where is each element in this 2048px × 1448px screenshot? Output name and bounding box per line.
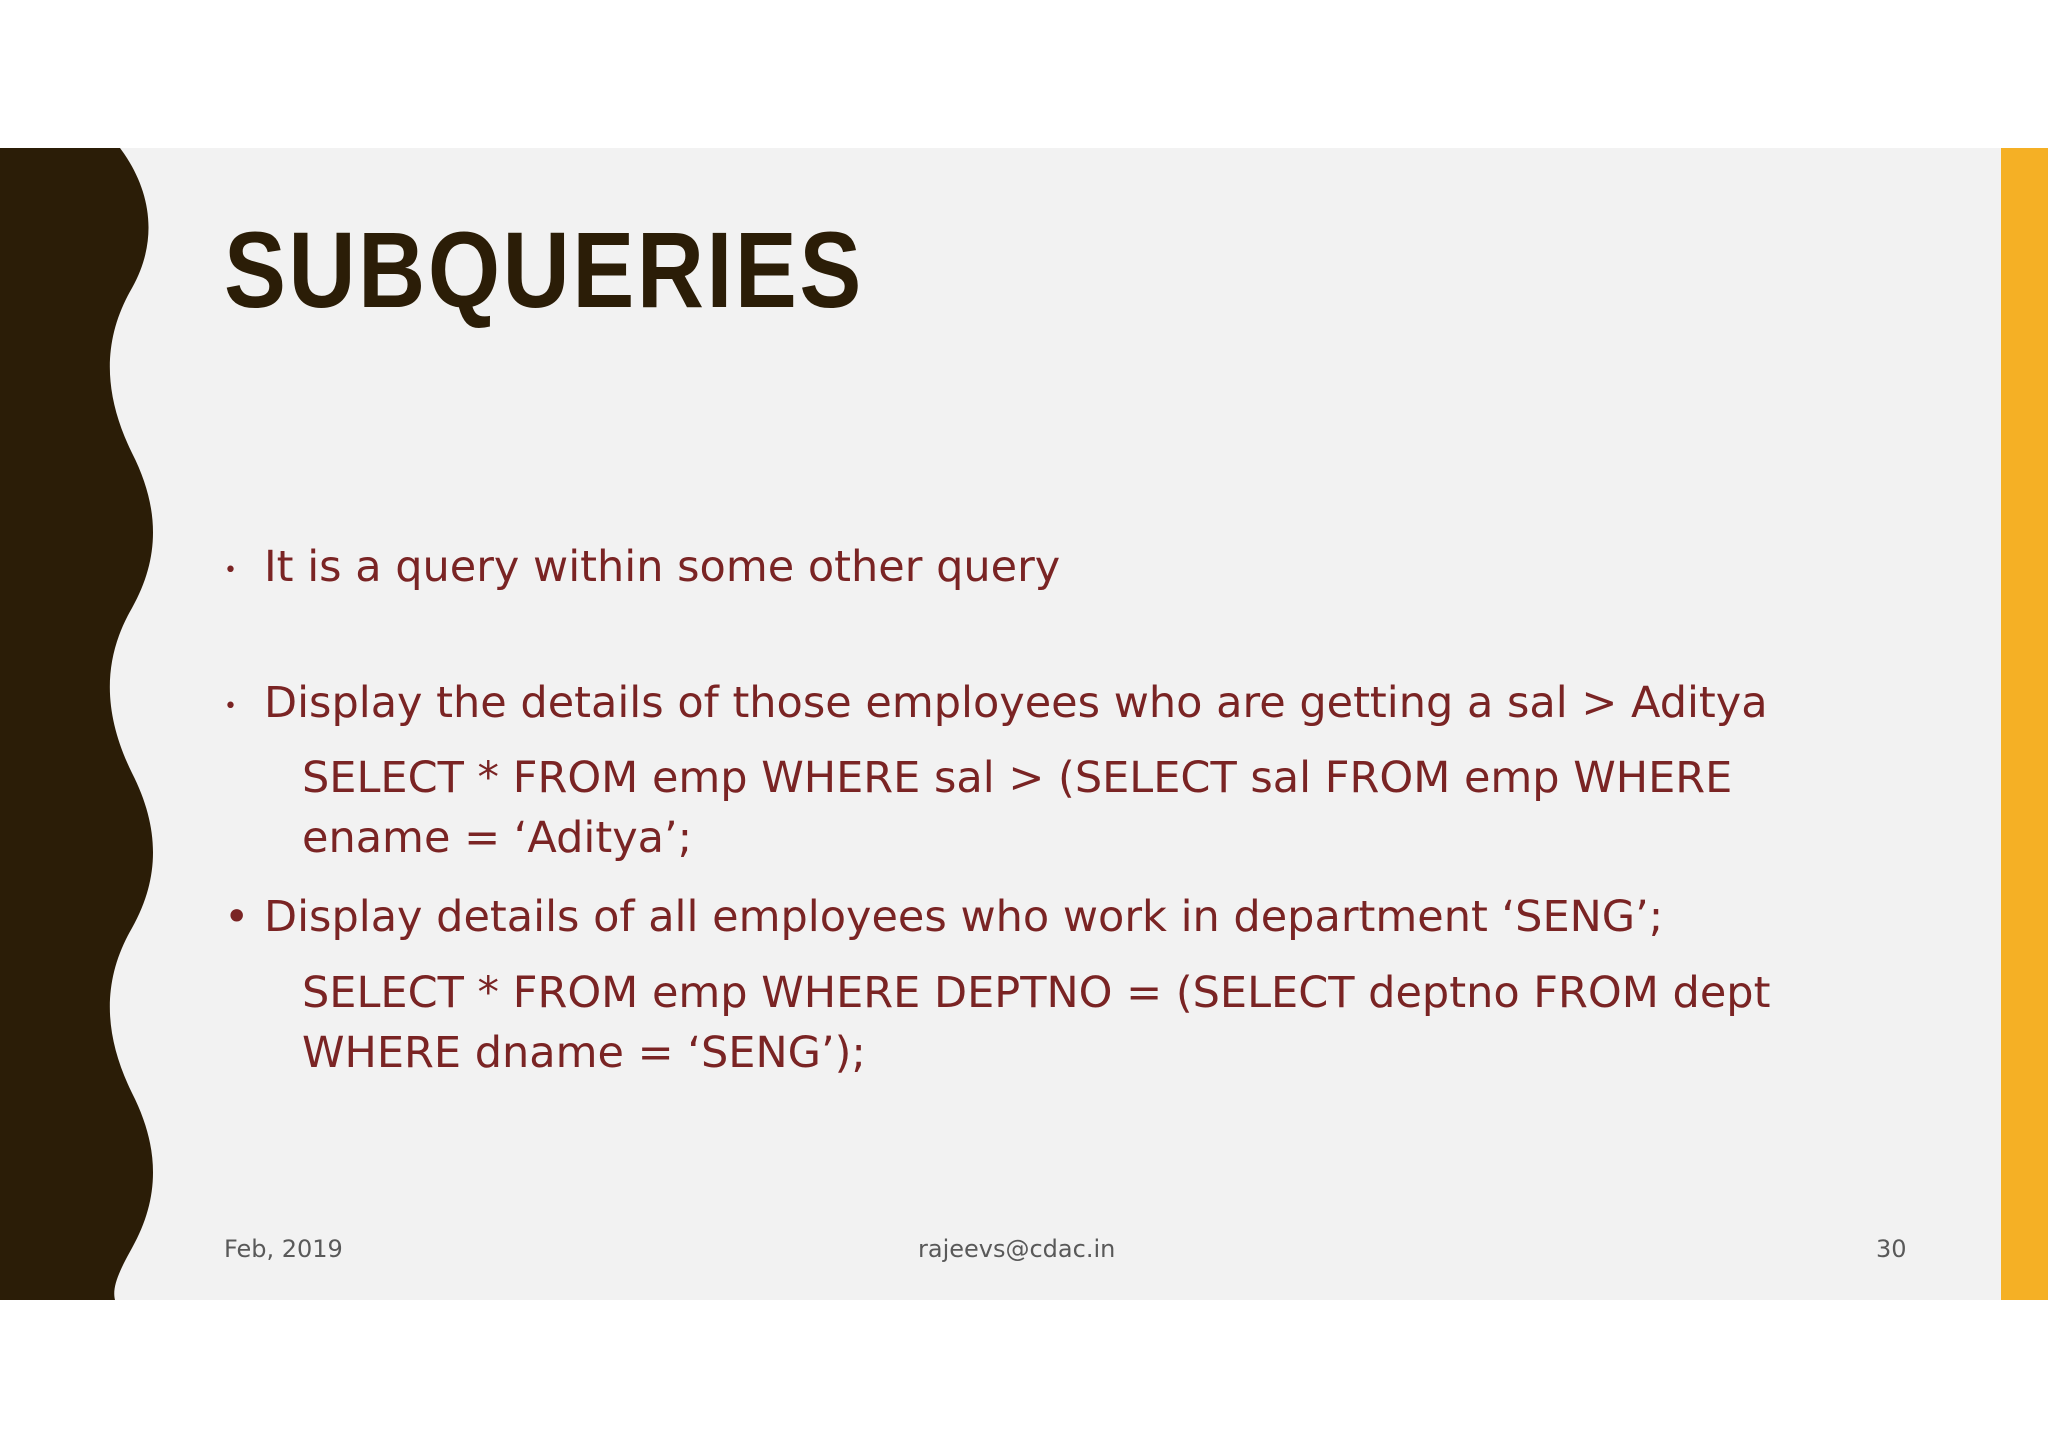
bullet-text: Display details of all employees who work in department ‘SENG’; bbox=[264, 892, 1664, 942]
bullet-marker: • bbox=[224, 892, 250, 942]
footer-page-number: 30 bbox=[1876, 1235, 1907, 1263]
footer-email: rajeevs@cdac.in bbox=[918, 1235, 1116, 1263]
slide-title: SUBQUERIES bbox=[224, 209, 864, 330]
bullet-marker: • bbox=[224, 558, 237, 583]
code-line: ename = ‘Aditya’; bbox=[302, 813, 693, 863]
bullet-text: Display the details of those employees who are getting a sal > Aditya bbox=[264, 678, 1768, 728]
accent-bar bbox=[2001, 148, 2048, 1300]
code-line: WHERE dname = ‘SENG’); bbox=[302, 1028, 866, 1078]
footer-date: Feb, 2019 bbox=[224, 1235, 343, 1263]
wave-decoration bbox=[0, 148, 160, 1300]
bullet-marker: • bbox=[224, 694, 237, 719]
code-line: SELECT * FROM emp WHERE sal > (SELECT sal FROM emp WHERE bbox=[302, 753, 1733, 803]
slide bbox=[0, 148, 2048, 1300]
code-line: SELECT * FROM emp WHERE DEPTNO = (SELECT deptno FROM dept bbox=[302, 968, 1771, 1018]
bullet-text: It is a query within some other query bbox=[264, 542, 1061, 592]
